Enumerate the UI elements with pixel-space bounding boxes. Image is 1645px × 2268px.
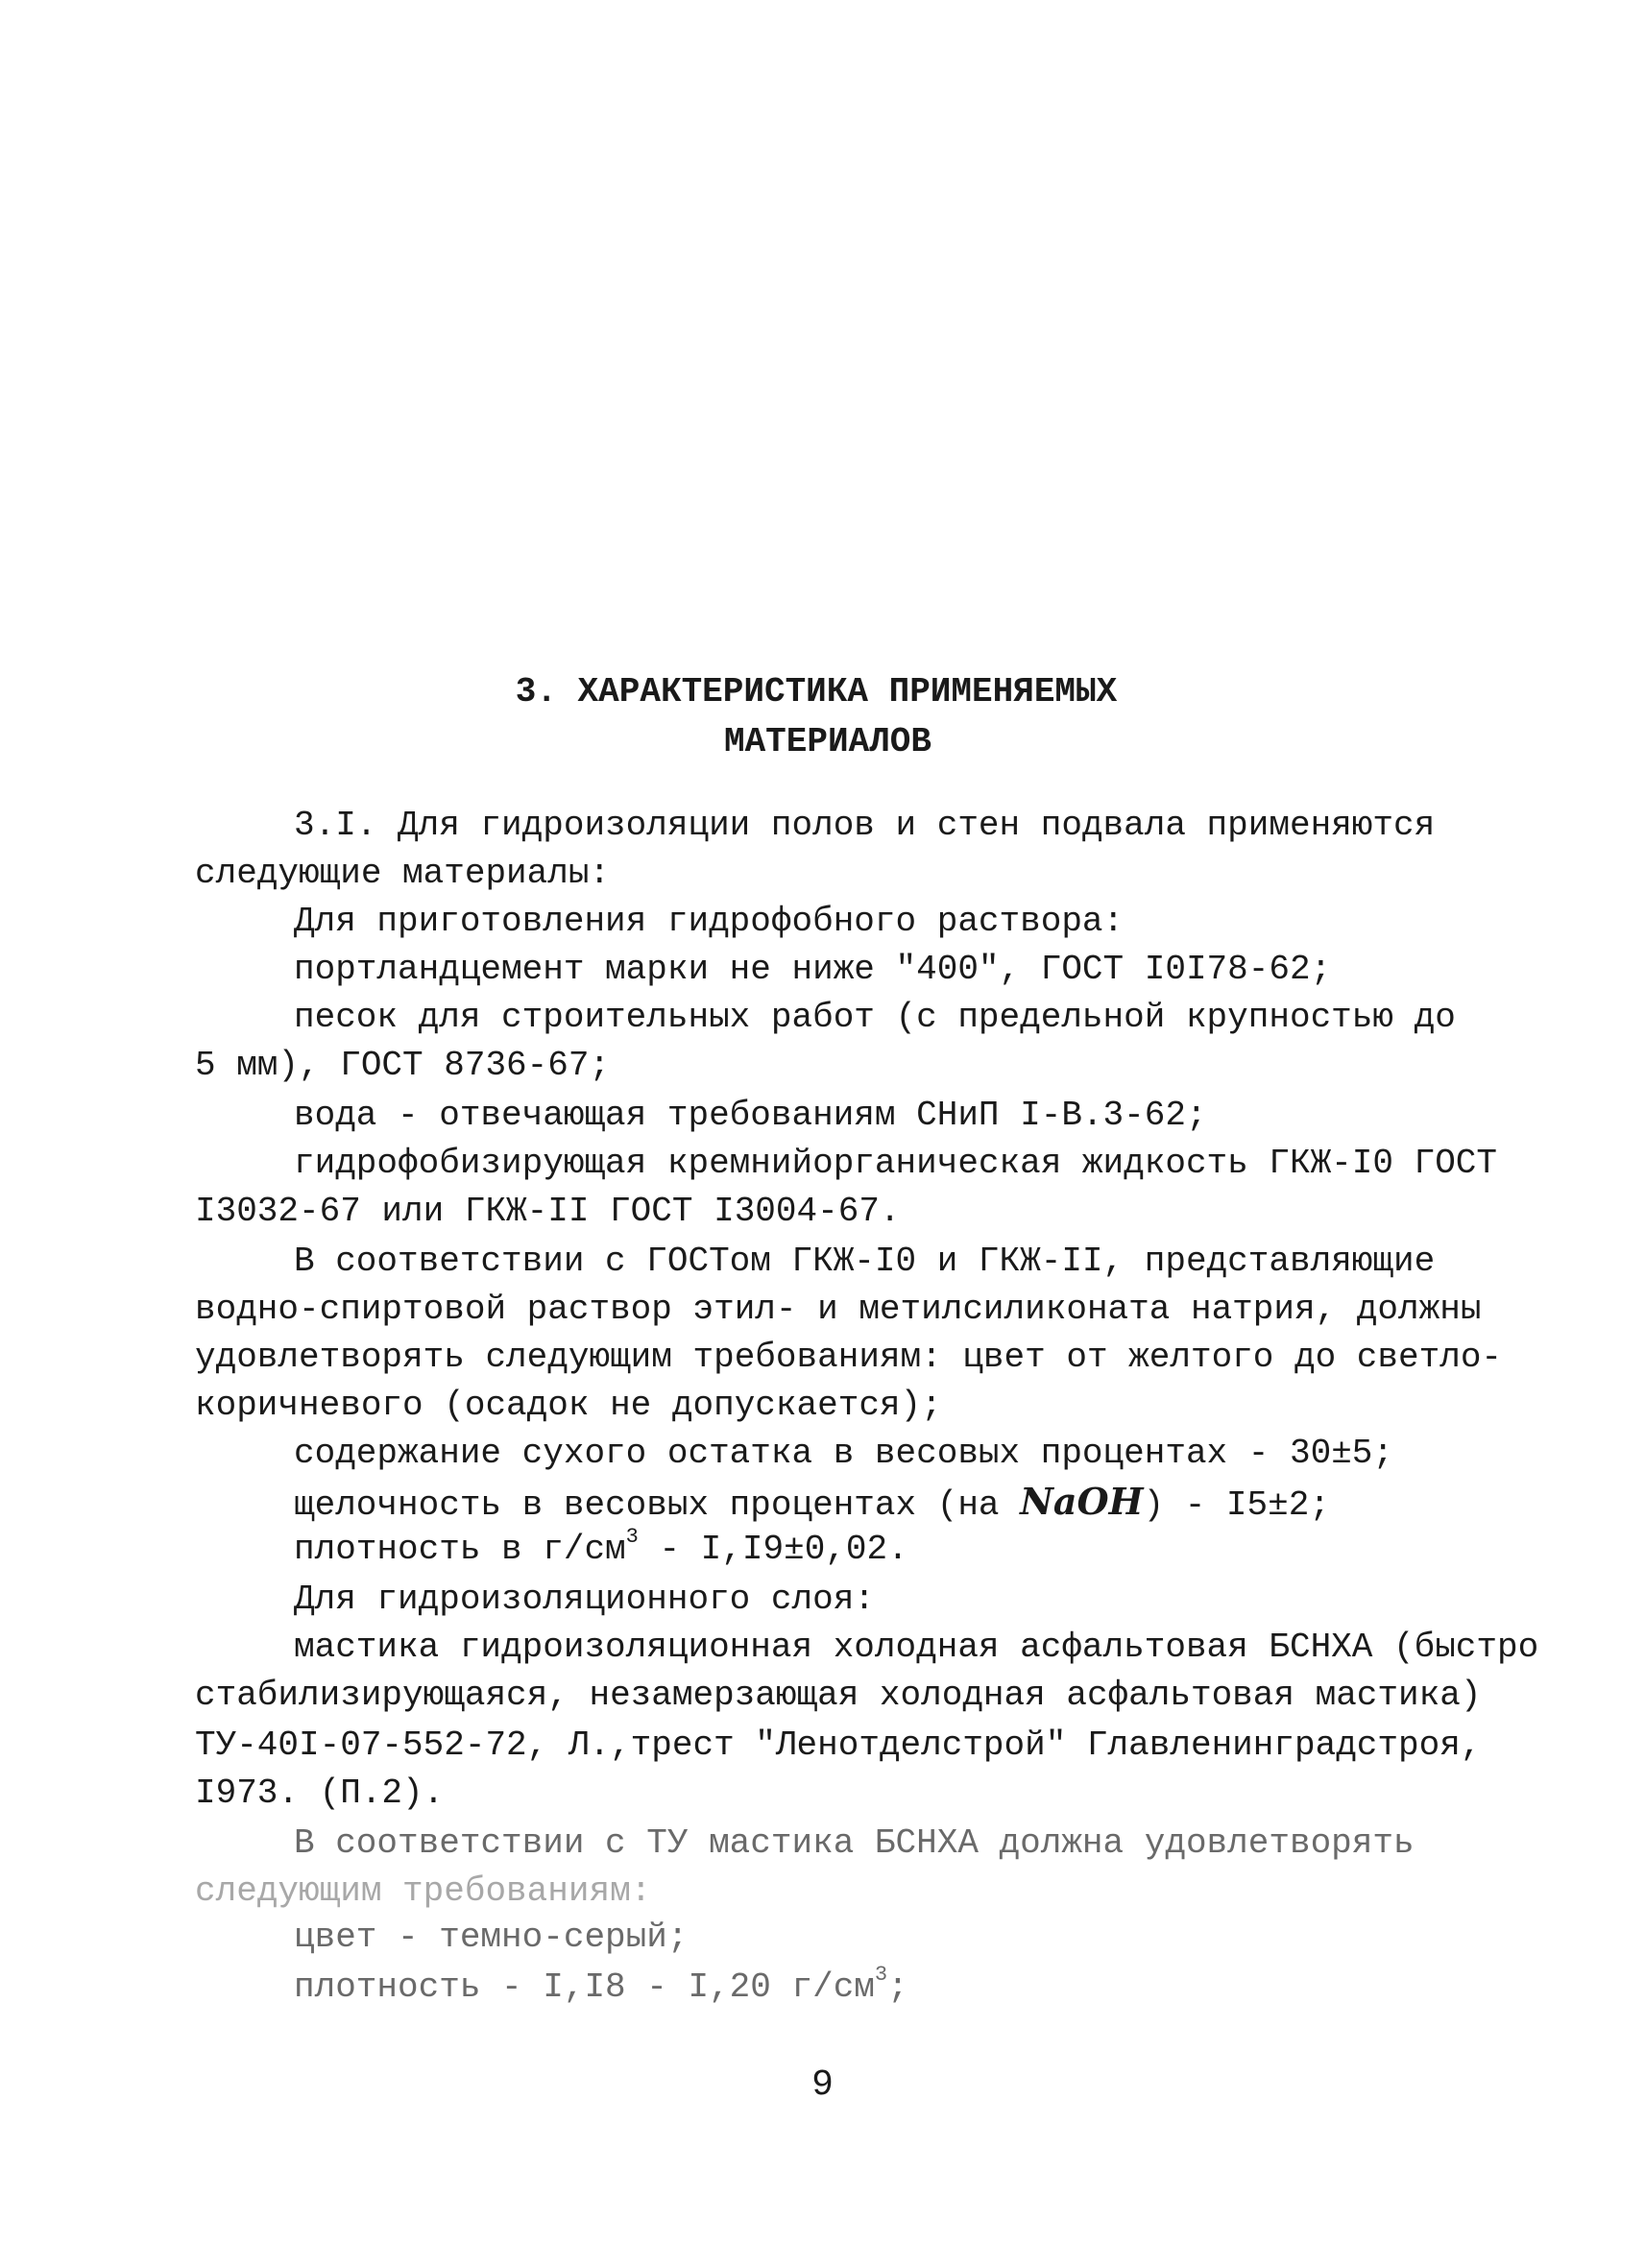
paragraph-line: следующие материалы: [195, 854, 611, 893]
paragraph-line: стабилизирующаяся, незамерзающая холодная асфальтовая мастика) [195, 1676, 1482, 1715]
paragraph-line: I973. (П.2). [195, 1773, 445, 1813]
text-segment: щелочность в весовых процентах (на [294, 1485, 1021, 1525]
page-number: 9 [811, 2064, 834, 2106]
text-segment: ; [887, 1967, 908, 2007]
paragraph-line-mastic-density [294, 1963, 908, 2009]
paragraph-line: вода - отвечающая требованиям СНиП I-В.3-62; [294, 1096, 1207, 1135]
plus-minus-sign: ± [784, 1530, 805, 1569]
paragraph-line: портландцемент марки не ниже "400", ГОСТ I0I78-62; [294, 950, 1332, 989]
text-segment: 5; [1351, 1434, 1394, 1473]
text-segment: содержание сухого остатка в весовых процентах - 30 [294, 1434, 1332, 1473]
paragraph-line: В соответствии с ТУ мастика БСНХА должна удовлетворять [294, 1823, 1415, 1863]
paragraph-line: Для приготовления гидрофобного раствора: [294, 902, 1125, 941]
plus-minus-sign: ± [1268, 1485, 1289, 1525]
paragraph-line: песок для строительных работ (с предельной крупностью до [294, 998, 1456, 1037]
superscript: 3 [874, 1963, 888, 1987]
paragraph-line: коричневого (осадок не допускается); [195, 1386, 942, 1425]
paragraph-line: ТУ-40I-07-552-72, Л.,трест "Ленотделстрой" Главленинградстроя, [195, 1725, 1482, 1765]
paragraph-line: Для гидроизоляционного слоя: [294, 1580, 875, 1619]
text-segment: плотность - I,I8 - I,20 г/см [294, 1967, 875, 2007]
paragraph-line: I3032-67 или ГКЖ-II ГОСТ I3004-67. [195, 1192, 901, 1231]
paragraph-line: следующим требованиям: [195, 1871, 652, 1911]
section-heading-line1: 3. ХАРАКТЕРИСТИКА ПРИМЕНЯЕМЫХ [515, 672, 1118, 712]
paragraph-line: В соответствии с ГОСТом ГКЖ-I0 и ГКЖ-II, представляющие [294, 1242, 1436, 1281]
paragraph-line: мастика гидроизоляционная холодная асфальтовая БСНХА (быстро [294, 1628, 1539, 1667]
superscript: 3 [625, 1525, 639, 1549]
text-segment: плотность в г/см [294, 1530, 626, 1569]
text-segment: - I,I9 [638, 1530, 785, 1569]
text-segment: 2; [1288, 1485, 1330, 1525]
paragraph-line-alkalinity [294, 1481, 1330, 1527]
plus-minus-sign: ± [1331, 1434, 1352, 1473]
paragraph-line: водно-спиртовой раствор этил- и метилсиликоната натрия, должны [195, 1290, 1482, 1329]
text-segment: ) - I5 [1143, 1485, 1269, 1525]
paragraph-line: 5 мм), ГОСТ 8736-67; [195, 1046, 611, 1085]
paragraph-line: гидрофобизирующая кремнийорганическая жидкость ГКЖ-I0 ГОСТ [294, 1144, 1498, 1183]
section-heading-line2: МАТЕРИАЛОВ [723, 722, 932, 761]
paragraph-line: 3.I. Для гидроизоляции полов и стен подвала применяются [294, 806, 1436, 845]
paragraph-line: цвет - темно-серый; [294, 1918, 689, 1957]
paragraph-line-dry-residue [294, 1433, 1393, 1475]
text-segment: 0,02. [804, 1530, 908, 1569]
handwritten-formula: NaOH [1020, 1480, 1144, 1523]
paragraph-line: удовлетворять следующим требованиям: цвет от желтого до светло- [195, 1338, 1503, 1377]
paragraph-line-density [294, 1525, 908, 1571]
